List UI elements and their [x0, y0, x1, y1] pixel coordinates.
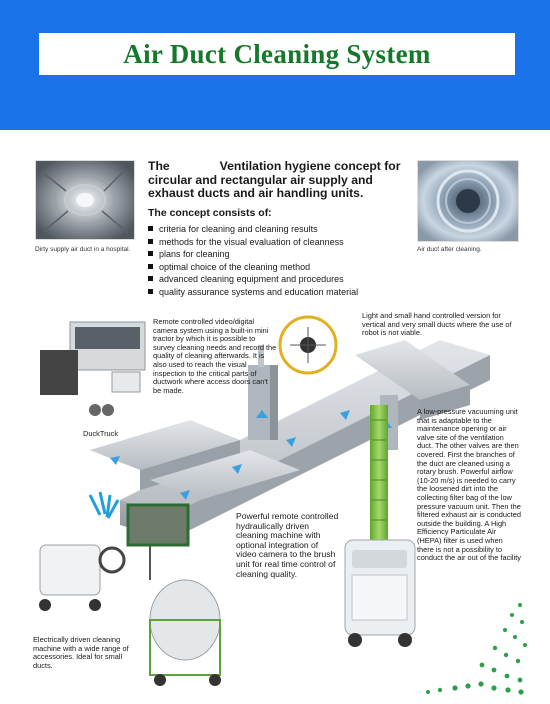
decorative-dots [426, 603, 527, 695]
page-title: Air Duct Cleaning System [123, 38, 431, 69]
concept-item: criteria for cleaning and cleaning results [148, 223, 358, 236]
hydraulic-cleaning-machine [128, 505, 221, 686]
intro-title-lead: The [148, 159, 170, 173]
concept-item: methods for the visual evaluation of cleanness [148, 236, 358, 249]
concept-item: advanced cleaning equipment and procedures [148, 273, 358, 286]
concept-item: quality assurance systems and education material [148, 286, 358, 299]
intro-title-body: Ventilation hygiene concept for circular and rectangular air supply and exhaust ducts and air handling units. [148, 159, 401, 200]
electric-machine-note: Electrically driven cleaning machine with a wide range of accessories. Ideal for small ducts. [33, 635, 129, 670]
hand-version-note: Light and small hand controlled version for vertical and very small ducts where the use of robot is not viable. [362, 311, 512, 338]
cable-reel [280, 317, 336, 373]
dirty-duct-caption: Dirty supply air duct in a hospital. [35, 246, 131, 253]
vacuum-unit-note: A low-pressure vacuuming unit that is adaptable to the maintenance opening or air valve site of the ventilation duct. The other valves are then covered. First the branches of the duct are cleaned using a rotary brush. Powerful airflow (10-20 m/s) is needed to carry the loosened dirt into the collecting filter bag of the low pressure vacuum unit. Then the filtered exhaust air is conducted outside the building. A High Efficiency Particulate Air (HEPA) filter is used when there is not a possibility to conduct the air out of the facility [417, 407, 521, 563]
electric-cleaning-machine [39, 492, 124, 611]
concept-item: optimal choice of the cleaning method [148, 261, 358, 274]
vacuum-hose [370, 405, 388, 555]
concept-item: plans for cleaning [148, 248, 358, 261]
clean-duct-caption: Air duct after cleaning. [417, 246, 482, 253]
hydraulic-machine-note: Powerful remote controlled hydraulically driven cleaning machine with optional integration of video camera to the brush unit for real time control of cleaning quality. [236, 511, 339, 579]
vacuum-unit [345, 540, 415, 647]
camera-system-note: Remote controlled video/digital camera system using a built-in mini tractor by which it is possible to survey cleaning needs and record the quality of cleaning afterwards. It is also used to reach the visual inspection to the critical parts of ductwork where access doors can't be made. [153, 317, 277, 395]
camera-case [40, 322, 145, 416]
concept-heading: The concept consists of: [148, 207, 272, 219]
ducktruck-label: DuckTruck [83, 429, 119, 438]
